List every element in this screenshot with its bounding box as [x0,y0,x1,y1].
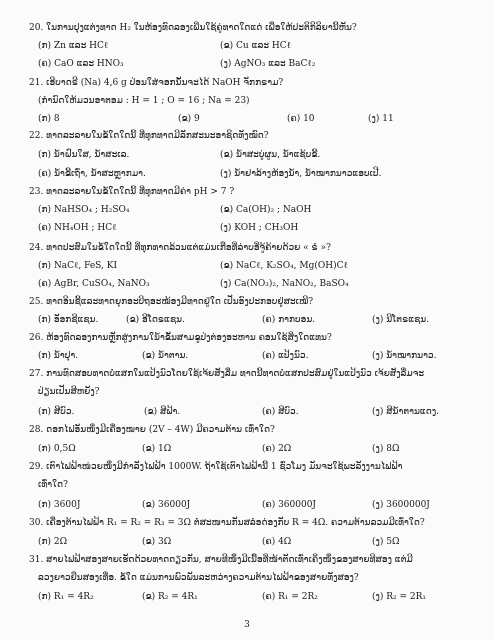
question-23-option-c: (ຄ) NH₄OH ; HCℓ [38,223,117,233]
question-23-stem: 23. ທາດລະລາຍໃນຂໍ້ໃດໃດນີ້ ທີ່ທຸກທາດມີຄ່າ pH > 7 ? [29,187,235,197]
question-23-option-a: (ກ) NaHSO₄ ; H₂SO₄ [38,205,130,215]
question-28-option-b: (ຂ) 1Ω [142,444,172,454]
question-22-option-b: (ຂ) ນໍ້າສະບູ່ຜູນ, ນໍ້າແຊ້ບຂີ້. [220,150,321,160]
question-23-option-d: (ງ) KOH ; CH₃OH [220,223,299,233]
question-30-option-b: (ຂ) 3Ω [142,537,172,547]
question-28-option-c: (ຄ) 2Ω [262,444,292,454]
question-20-option-d: (ງ) AgNO₃ ແລະ BaCℓ₂ [220,59,316,69]
question-21-stem-line-2: (ກໍານົດໃຫ້ມວນອາຕອມ : H = 1 ; O = 16 ; Na = 23) [38,96,250,106]
question-21-option-c: (ຄ) 10 [287,114,315,124]
question-20-option-a: (ກ) Zn ແລະ HCℓ [38,41,109,51]
question-29-option-b: (ຂ) 36000J [142,500,191,510]
question-28-option-d: (ງ) 8Ω [372,444,400,454]
question-25-option-d: (ງ) ນີໂຕຣແຊນ. [372,315,430,325]
question-29-option-c: (ຄ) 360000J [262,500,317,510]
question-27-option-c: (ຄ) ສີບົວ. [262,407,299,417]
question-28-option-a: (ກ) 0,5Ω [38,444,76,454]
question-30-stem: 30. ເຄື່ອງຕ້ານໄຟຟ້າ R₁ = R₂ = R₃ = 3Ω ຕໍ່ສະໜານກັນສລໍອດ່ອງກັບ R = 4Ω. ຄວາມຕ້ານລວມມີເທົ່າໃດ? [29,518,425,528]
question-29-option-a: (ກ) 3600J [38,500,81,510]
question-31-option-a: (ກ) R₁ = 4R₂ [38,592,94,602]
question-30-option-c: (ຄ) 4Ω [262,537,292,547]
question-24-option-a: (ກ) NaCℓ, FeS, KI [38,261,118,271]
question-27-option-d: (ງ) ສີນໍ້າຕານແດງ. [372,407,440,417]
question-27-option-b: (ຂ) ສີຟ້າ. [144,407,181,417]
question-26-stem: 26. ຫ້ອງທົດລອງການຫຼັກສູ່ງການໃນ້ຳຂັ້ນສາມຂູປ່ງຕ່ອງອະຫານ ຄອນໃຊ້ສິ່ງໃດແທນ? [29,333,332,343]
question-30-option-d: (ງ) 5Ω [372,537,400,547]
question-25-option-b: (ຂ) ອີໂດຣແຊນ. [126,315,185,325]
question-26-option-b: (ຂ) ນໍ້າຕານ. [142,351,189,361]
question-24-stem: 24. ທາດປະສົມໃນຂໍ້ໃດໃດນີ້ ທີ່ທຸກທາດລ້ວນແຕ່ແມ່ນເກືອທີ່ລ່າບອີ່ຈູ້ຄ້າຍດ້ວຍ « ຣໍ »? [29,243,331,253]
question-25-option-c: (ຄ) ກາກບອນ. [262,315,316,325]
question-28-stem: 28. ດອກໄຟອັນໜຶ່ງມີເຄື່ອງໝາຍ (2V – 4W) ມີຄວາມຕ້ານ ເທົ່າໃດ? [29,425,275,435]
question-24-option-c: (ຄ) AgBr, CuSO₄, NaNO₃ [38,279,150,289]
question-25-stem: 25. ທາດອິນຊີ້ແລະທາດຍຸກອະບີຖອະໝ້ອງມີທາດຢູ່ໃດ ເປັນອົງປະກອບຢູ່ສະເໝີ? [29,297,314,307]
question-29-stem-line-1: 29. ເຕົາໄຟຟ້າໜ່ວຍໜຶ່ງມີກຳລັງໄຟຟ້າ 1000W. ຖ້າໃຊ້ເຕົາໄຟຟ້ານີ້ 1 ຊົ່ວໂມງ ມັນຈະໃຊ້ພະລັງງານໄຟຟ້າ [29,462,403,472]
question-26-option-a: (ກ) ນໍ້າປຸາ. [38,351,79,361]
question-22-option-a: (ກ) ນໍ້າຝົນໃສ, ນໍ້າສະເລ. [38,150,130,160]
question-21-option-a: (ກ) 8 [38,114,60,124]
question-27-stem-line-1: 27. ການທົດສອບທາດບໍ່ແສກໃນແປ້ງນົວໂດຍໃຊ້ເຈ້ຍສັງລື່ມ ທາດນີ້ທາດບໍ່ແສກປະສົມຢູ່ໃນແປ້ງນົວ ເຈ້ຍສັງລື່ມຈະ [29,369,425,379]
question-27-stem-line-2: ປ່ຽນເປັນສີຫຍັງ? [38,387,100,397]
question-24-option-d: (ງ) Ca(NO₃)₂, NaNO₂, BaSO₄ [220,279,349,289]
question-31-stem-line-1: 31. ສາຍໄຟຟ້າສອງສາຍເຮັດດ້ວຍທາດດຽວກັນ, ສາຍທີໜຶ່ງມີເນື້ອທີ່ໜ້າຕັດເທົ່າເຄິ່ງໜຶ່ງຂອງສາຍທີສອງ ແຕ່ມີ [29,555,413,565]
question-31-option-d: (ງ) R₂ = 2R₁ [372,592,426,602]
question-22-stem: 22. ທາດລະລາຍໃນຂໍ້ໃດໃດນີ້ ທີ່ທຸກທາດມີລັກສະນະອາຊິດທັງໝົດ? [29,131,269,141]
question-31-option-c: (ຄ) R₁ = 2R₂ [262,592,318,602]
question-31-stem-line-2: ລວງຍາວຍືນສອງເທື່ອ. ຂໍ້ໃດ ແມ່ນການພົວພັນລະຫວ່າງຄວາມຕ້ານໄຟຟ້າຂອງສາຍທັງສອງ? [38,573,359,583]
question-30-option-a: (ກ) 2Ω [38,537,68,547]
question-21-option-b: (ຂ) 9 [178,114,200,124]
question-20-option-b: (ຂ) Cu ແລະ HCℓ [220,41,291,51]
question-24-option-b: (ຂ) NaCℓ, K₂SO₄, Mg(OH)Cℓ [220,261,348,271]
question-21-stem-line-1: 21. ເອີບາດຣີ (Na) 4,6 g ປ່ອນໃສ່ຈອກນັ້ນຈະໄດ້ NaOH ຈັກກຣາມ? [29,78,284,88]
question-21-option-d: (ງ) 11 [368,114,394,124]
question-29-stem-line-2: ເທົ່າໃດ? [38,480,68,490]
question-20-stem: 20. ໃນການປຸງແຕ່ງທາດ H₂ ໃນຫ້ອງທົດລອງເພີ່ນໃຊ້ຄູ່ທາດໃດແດ່ ເພື່ອໃຫ້ປະຕິກິລິຍານີ້ຫັນ? [29,23,357,33]
question-26-option-c: (ຄ) ແປ້ງນົວ. [262,351,309,361]
question-23-option-b: (ຂ) Ca(OH)₂ ; NaOH [220,205,312,215]
question-22-option-d: (ງ) ນໍ້າຢາລ້າງຫ້ອງນໍ້າ, ນໍ້າໝາກນາວແອບເປີ. [220,169,382,179]
question-25-option-a: (ກ) ອັອກຊີແຊນ. [38,315,99,325]
question-27-option-a: (ກ) ສີບົວ. [38,407,75,417]
question-26-option-d: (ງ) ນໍ້າໝາກນາວ. [372,351,437,361]
page-number: 3 [244,620,250,630]
question-31-option-b: (ຂ) R₂ = 4R₁ [142,592,198,602]
question-22-option-c: (ຄ) ນໍ້າຂີ້ເຖົ່າ, ນໍ້າສະຫຼາກມາ. [38,169,146,179]
question-29-option-d: (ງ) 3600000J [372,500,430,510]
question-20-option-c: (ຄ) CaO ແລະ HNO₃ [38,59,124,69]
